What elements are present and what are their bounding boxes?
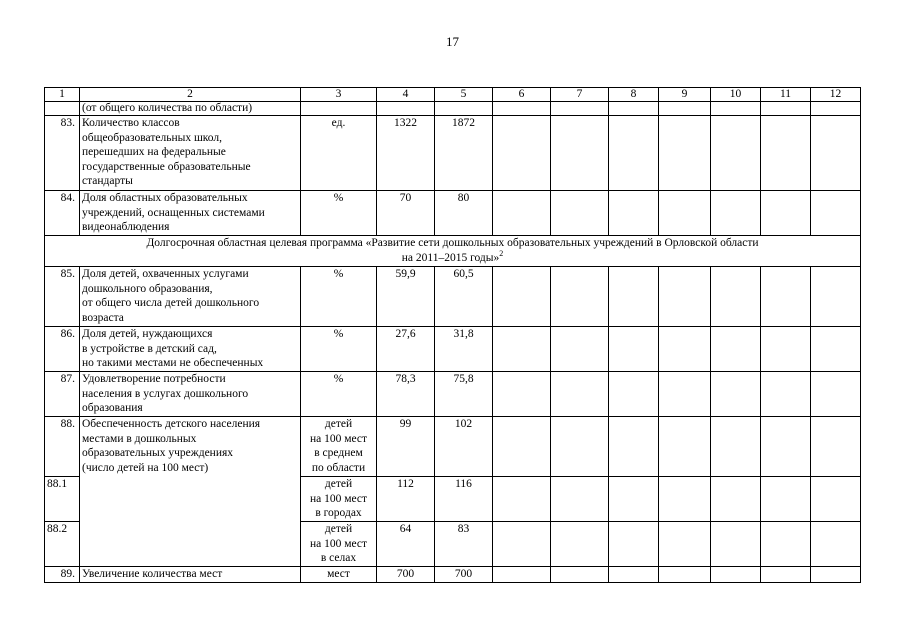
program-header-row — [45, 236, 861, 267]
unit — [301, 327, 377, 372]
col-header: 2 — [80, 88, 301, 102]
table-row — [45, 191, 861, 236]
text-line: Доля областных образовательных — [82, 192, 248, 204]
value-col5: 1872 — [435, 116, 493, 191]
col-header: 8 — [609, 88, 659, 102]
col-header: 5 — [435, 88, 493, 102]
text-line: детей — [324, 523, 353, 535]
indicator-name — [80, 567, 301, 583]
text-line: общеобразовательных школ, — [82, 131, 223, 144]
text-line: Доля детей, охваченных услугами — [82, 268, 249, 280]
text-line: от общего числа детей дошкольного — [82, 297, 260, 309]
unit — [301, 116, 377, 191]
col-header: 7 — [551, 88, 609, 102]
text-line: местами в дошкольных — [82, 432, 197, 445]
text-line: стандарты — [82, 175, 133, 187]
table-row — [45, 102, 861, 116]
text-line: мест — [327, 568, 350, 580]
row-number: 84. — [45, 191, 80, 236]
text-line: детей — [324, 478, 353, 490]
text-line: детей — [324, 418, 353, 430]
text-line: ед. — [331, 117, 346, 129]
col-header: 11 — [761, 88, 811, 102]
value-col4: 78,3 — [377, 372, 435, 417]
text-line: в устройстве в детский сад, — [82, 342, 217, 355]
text-line: в городах — [315, 507, 362, 519]
value-col4: 99 — [377, 417, 435, 477]
value-col4: 64 — [377, 522, 435, 567]
value-col4: 59,9 — [377, 267, 435, 327]
value-col5: 60,5 — [435, 267, 493, 327]
text-line: образования — [82, 402, 143, 414]
col-header: 1 — [45, 88, 80, 102]
row-number: 88.2 — [45, 522, 80, 567]
table-row — [45, 567, 861, 583]
text-line: на 100 мест — [309, 432, 368, 445]
text-line: в среднем — [314, 447, 363, 459]
row-number: 85. — [45, 267, 80, 327]
value-col5: 700 — [435, 567, 493, 583]
page-number: 17 — [446, 34, 459, 49]
continuation-text: (от общего количества по области) — [80, 102, 301, 116]
text-line: учреждений, оснащенных системами — [82, 206, 265, 219]
indicator-name — [80, 327, 301, 372]
text-line: но такими местами не обеспеченных — [82, 357, 264, 369]
program-title-line1: Долгосрочная областная целевая программа «Развитие сети дошкольных образовательных учреждений в Орловской области — [146, 237, 759, 249]
program-title-line2: на 2011–2015 годы» — [401, 251, 500, 264]
indicator-name — [80, 417, 301, 567]
text-line: Обеспеченность детского населения — [82, 418, 261, 430]
unit — [301, 522, 377, 567]
text-line: перешедших на федеральные — [82, 146, 226, 158]
value-col5: 116 — [435, 477, 493, 522]
text-line: Удовлетворение потребности — [82, 373, 226, 385]
col-header: 3 — [301, 88, 377, 102]
value-col5: 31,8 — [435, 327, 493, 372]
indicator-name — [80, 116, 301, 191]
text-line: возраста — [82, 311, 124, 324]
value-col4: 27,6 — [377, 327, 435, 372]
indicator-name — [80, 191, 301, 236]
col-header: 12 — [811, 88, 861, 102]
row-number: 89. — [45, 567, 80, 583]
col-header: 10 — [711, 88, 761, 102]
value-col5: 80 — [435, 191, 493, 236]
text-line: на 100 мест — [309, 537, 368, 550]
text-line: дошкольного образования, — [82, 282, 213, 295]
program-title — [45, 236, 861, 267]
table-row — [45, 417, 861, 477]
row-number: 88.1 — [45, 477, 80, 522]
table-row — [45, 372, 861, 417]
footnote-marker: 2 — [499, 248, 504, 258]
indicators-table — [44, 87, 861, 583]
col-header: 9 — [659, 88, 711, 102]
row-number: 87. — [45, 372, 80, 417]
col-header: 4 — [377, 88, 435, 102]
text-line: Увеличение количества мест — [82, 568, 223, 580]
value-col5: 75,8 — [435, 372, 493, 417]
indicator-name — [80, 267, 301, 327]
indicator-name — [80, 372, 301, 417]
text-line: населения в услугах дошкольного — [82, 387, 249, 400]
unit — [301, 191, 377, 236]
table-row — [45, 267, 861, 327]
value-col4: 700 — [377, 567, 435, 583]
unit — [301, 417, 377, 477]
row-number: 88. — [45, 417, 80, 477]
unit — [301, 567, 377, 583]
text-line: % — [333, 192, 344, 204]
text-line: в селах — [320, 552, 357, 564]
text-line: по области — [311, 461, 366, 474]
text-line: Доля детей, нуждающихся — [82, 328, 213, 340]
value-col4: 112 — [377, 477, 435, 522]
unit — [301, 372, 377, 417]
value-col5: 102 — [435, 417, 493, 477]
text-line: (число детей на 100 мест) — [82, 461, 209, 474]
value-col4: 1322 — [377, 116, 435, 191]
text-line: % — [333, 373, 344, 385]
text-line: государственные образовательные — [82, 160, 251, 173]
table-row — [45, 327, 861, 372]
value-col4: 70 — [377, 191, 435, 236]
text-line: Количество классов — [82, 117, 180, 129]
column-header-row — [45, 88, 861, 102]
text-line: видеонаблюдения — [82, 221, 170, 233]
value-col5: 83 — [435, 522, 493, 567]
row-number: 83. — [45, 116, 80, 191]
unit — [301, 477, 377, 522]
table-row — [45, 116, 861, 191]
text-line: образовательных учреждениях — [82, 447, 234, 459]
col-header: 6 — [493, 88, 551, 102]
unit — [301, 267, 377, 327]
text-line: % — [333, 328, 344, 340]
text-line: % — [333, 268, 344, 280]
text-line: на 100 мест — [309, 492, 368, 505]
row-number: 86. — [45, 327, 80, 372]
